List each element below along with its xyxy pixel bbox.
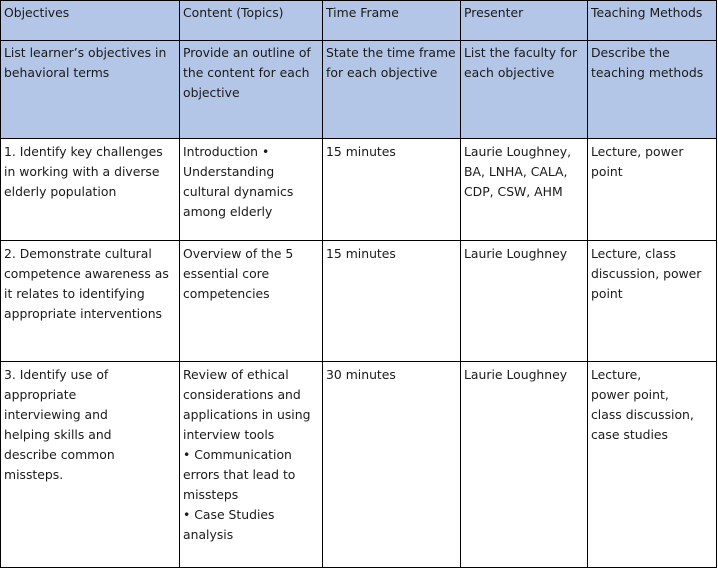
header-time-frame: Time Frame	[323, 1, 461, 41]
table-row	[1, 362, 717, 568]
header-row	[1, 1, 717, 41]
description-time-frame: State the time frame for each objective	[323, 41, 461, 139]
presenter-cell: Laurie Loughney	[461, 241, 588, 362]
teaching-methods-cell: Lecture, class discussion, power point	[588, 241, 717, 362]
objective-cell: 3. Identify use of appropriate interviewing and helping skills and describe common missteps.	[1, 362, 180, 568]
header-content-topics: Content (Topics)	[180, 1, 323, 41]
description-teaching-methods: Describe the teaching methods	[588, 41, 717, 139]
header-presenter: Presenter	[461, 1, 588, 41]
content-cell: Review of ethical considerations and applications in using interview tools • Communication errors that lead to missteps • Case Studies analysis	[180, 362, 323, 568]
presenter-cell: Laurie Loughney, BA, LNHA, CALA, CDP, CSW, AHM	[461, 139, 588, 241]
description-objectives: List learner’s objectives in behavioral terms	[1, 41, 180, 139]
teaching-methods-cell: Lecture, power point, class discussion, case studies	[588, 362, 717, 568]
table-row	[1, 241, 717, 362]
time-frame-cell: 30 minutes	[323, 362, 461, 568]
objective-cell: 2. Demonstrate cultural competence awareness as it relates to identifying appropriate interventions	[1, 241, 180, 362]
description-content: Provide an outline of the content for each objective	[180, 41, 323, 139]
description-row	[1, 41, 717, 139]
objective-cell: 1. Identify key challenges in working with a diverse elderly population	[1, 139, 180, 241]
description-presenter: List the faculty for each objective	[461, 41, 588, 139]
content-cell: Overview of the 5 essential core competencies	[180, 241, 323, 362]
table-row	[1, 139, 717, 241]
presenter-cell: Laurie Loughney	[461, 362, 588, 568]
header-teaching-methods: Teaching Methods	[588, 1, 717, 41]
header-objectives: Objectives	[1, 1, 180, 41]
teaching-methods-cell: Lecture, power point	[588, 139, 717, 241]
content-cell: Introduction • Understanding cultural dynamics among elderly	[180, 139, 323, 241]
time-frame-cell: 15 minutes	[323, 139, 461, 241]
time-frame-cell: 15 minutes	[323, 241, 461, 362]
